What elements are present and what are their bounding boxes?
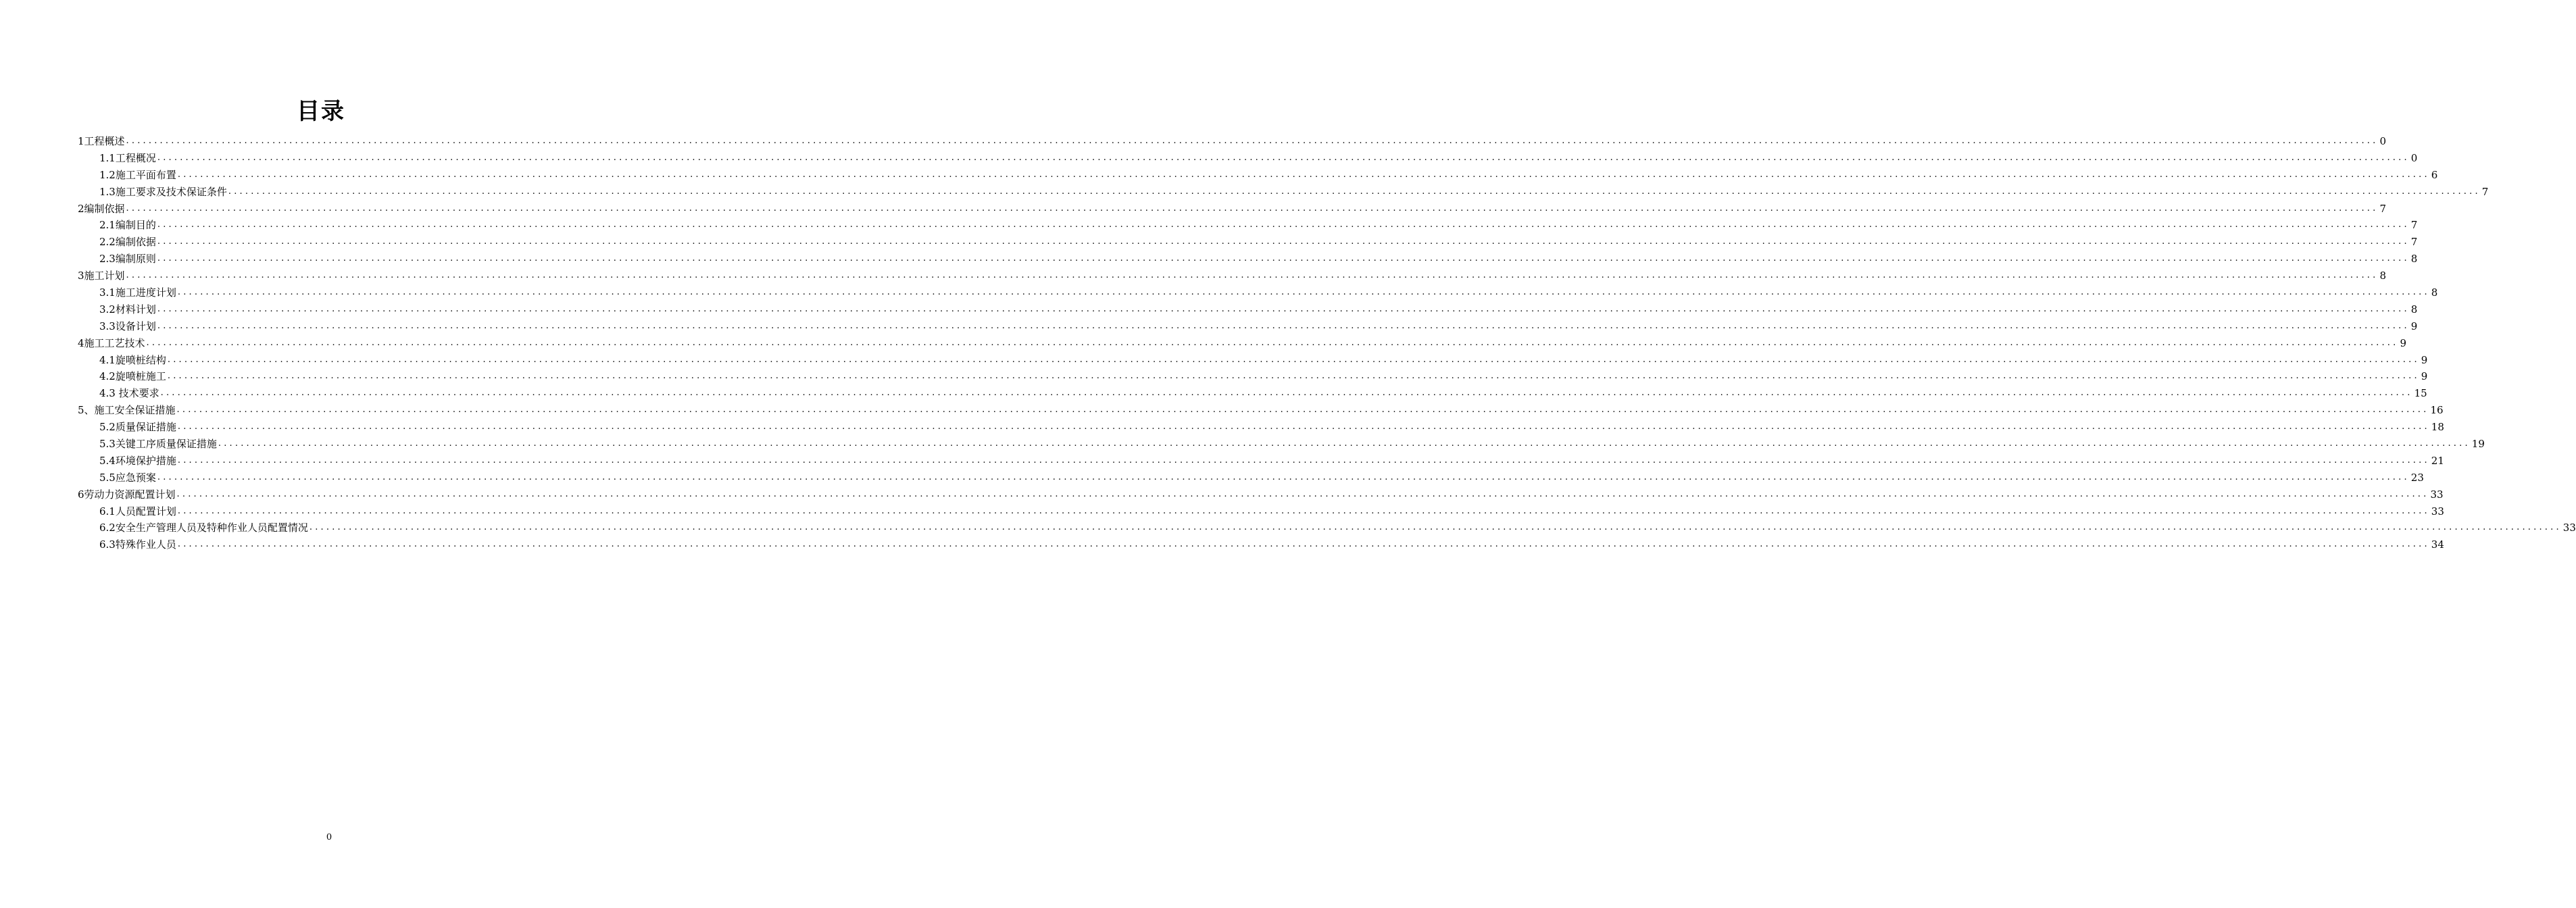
toc-dot-leader: ................................................................................................................................................................................................................................................................................................................................................................................................................: [177, 422, 2430, 432]
toc-entry-page: 7: [2379, 202, 2387, 215]
toc-dot-leader: ................................................................................................................................................................................................................................................................................................................................................................................................................: [176, 405, 2429, 415]
toc-dot-leader: ................................................................................................................................................................................................................................................................................................................................................................................................................: [177, 505, 2430, 516]
toc-dot-leader: ................................................................................................................................................................................................................................................................................................................................................................................................................: [167, 354, 2420, 365]
toc-dot-leader: ................................................................................................................................................................................................................................................................................................................................................................................................................: [146, 337, 2399, 348]
toc-entry-page: 8: [2410, 253, 2418, 266]
toc-entry[interactable]: [78, 133, 2387, 150]
toc-entry-label: 2.2编制依据: [99, 236, 156, 249]
toc-entry-label: 5.5应急预案: [99, 471, 156, 484]
toc-entry-page: 8: [2431, 286, 2438, 299]
toc-entry[interactable]: [99, 453, 2444, 470]
toc-entry[interactable]: [78, 201, 2387, 218]
toc-entry-page: 9: [2421, 370, 2428, 383]
toc-dot-leader: ................................................................................................................................................................................................................................................................................................................................................................................................................: [176, 488, 2429, 499]
toc-entry-page: 9: [2400, 336, 2407, 349]
toc-entry-page: 6: [2431, 168, 2438, 181]
toc-entry[interactable]: [99, 385, 2427, 402]
toc-entry-label: 3.3设备计划: [99, 320, 156, 332]
toc-dot-leader: ................................................................................................................................................................................................................................................................................................................................................................................................................: [157, 472, 2410, 482]
toc-entry-label: 3.2材料计划: [99, 303, 156, 316]
toc-dot-leader: ................................................................................................................................................................................................................................................................................................................................................................................................................: [160, 388, 2413, 399]
toc-entry-page: 0: [2410, 151, 2418, 164]
toc-dot-leader: ................................................................................................................................................................................................................................................................................................................................................................................................................: [157, 320, 2410, 331]
toc-entry-label: 3施工计划: [78, 270, 125, 282]
toc-entry-page: 33: [2430, 488, 2444, 501]
toc-entry-page: 7: [2481, 185, 2489, 198]
toc-entry[interactable]: [99, 284, 2438, 301]
toc-entry[interactable]: [99, 301, 2418, 318]
toc-entry[interactable]: [99, 217, 2418, 234]
toc-entry[interactable]: [99, 184, 2489, 201]
toc-entry-page: 34: [2431, 538, 2444, 551]
toc-entry[interactable]: [78, 335, 2407, 352]
toc-entry-page: 8: [2379, 270, 2387, 282]
toc-entry[interactable]: [99, 536, 2444, 553]
toc-dot-leader: ................................................................................................................................................................................................................................................................................................................................................................................................................: [157, 303, 2410, 314]
toc-entry-page: 23: [2410, 471, 2424, 484]
toc-dot-leader: ................................................................................................................................................................................................................................................................................................................................................................................................................: [157, 220, 2410, 230]
toc-entry-label: 6.3特殊作业人员: [99, 538, 176, 551]
toc-entry[interactable]: [99, 503, 2444, 520]
toc-dot-leader: ................................................................................................................................................................................................................................................................................................................................................................................................................: [126, 203, 2379, 213]
toc-entry-page: 21: [2431, 454, 2444, 467]
toc-entry-label: 5.2质量保证措施: [99, 421, 176, 434]
toc-dot-leader: ................................................................................................................................................................................................................................................................................................................................................................................................................: [177, 287, 2430, 298]
toc-entry-page: 9: [2410, 320, 2418, 332]
toc-dot-leader: ................................................................................................................................................................................................................................................................................................................................................................................................................: [177, 169, 2430, 180]
toc-entry-label: 1.2施工平面布置: [99, 168, 176, 181]
toc-dot-leader: ................................................................................................................................................................................................................................................................................................................................................................................................................: [126, 136, 2379, 146]
toc-entry-label: 1.3施工要求及技术保证条件: [99, 185, 227, 198]
toc-entry-label: 5.3关键工序质量保证措施: [99, 438, 217, 451]
toc-dot-leader: ................................................................................................................................................................................................................................................................................................................................................................................................................: [157, 152, 2410, 163]
toc-dot-leader: ................................................................................................................................................................................................................................................................................................................................................................................................................: [177, 539, 2430, 550]
toc-entry[interactable]: [99, 150, 2418, 167]
toc-entry-page: 7: [2410, 219, 2418, 232]
page-number: 0: [326, 832, 332, 842]
toc-entry-label: 4.2旋喷桩施工: [99, 370, 166, 383]
toc-entry[interactable]: [99, 352, 2428, 369]
toc-entry-label: 4施工工艺技术: [78, 336, 145, 349]
toc-entry-label: 4.3 技术要求: [99, 387, 159, 400]
toc-dot-leader: ................................................................................................................................................................................................................................................................................................................................................................................................................: [177, 455, 2430, 465]
toc-entry-label: 5.4环境保护措施: [99, 454, 176, 467]
toc-entry[interactable]: [99, 234, 2418, 251]
toc-entry[interactable]: [78, 402, 2444, 419]
toc-entry-label: 1工程概述: [78, 135, 125, 147]
toc-entry-label: 6.2安全生产管理人员及特种作业人员配置情况: [99, 522, 308, 534]
toc-entry[interactable]: [99, 419, 2444, 436]
toc-entry-page: 16: [2430, 404, 2444, 417]
toc-entry[interactable]: [99, 470, 2424, 486]
toc-entry-label: 2.3编制原则: [99, 253, 156, 266]
toc-dot-leader: ................................................................................................................................................................................................................................................................................................................................................................................................................: [126, 270, 2379, 281]
page-title: 目录: [297, 98, 345, 125]
toc-entry[interactable]: [99, 368, 2428, 385]
toc-entry[interactable]: [99, 167, 2438, 184]
toc-entry-label: 2.1编制目的: [99, 219, 156, 232]
toc-entry-label: 1.1工程概况: [99, 151, 156, 164]
toc-dot-leader: ................................................................................................................................................................................................................................................................................................................................................................................................................: [167, 371, 2420, 382]
toc-entry[interactable]: [99, 436, 2485, 453]
toc-entry[interactable]: [78, 268, 2387, 284]
toc-entry-label: 4.1旋喷桩结构: [99, 353, 166, 366]
toc-entry-label: 3.1施工进度计划: [99, 286, 176, 299]
toc-entry-page: 33: [2562, 522, 2576, 534]
table-of-contents: [0, 133, 2576, 553]
toc-dot-leader: ................................................................................................................................................................................................................................................................................................................................................................................................................: [218, 438, 2471, 449]
toc-entry[interactable]: [99, 520, 2576, 536]
toc-dot-leader: ................................................................................................................................................................................................................................................................................................................................................................................................................: [228, 186, 2481, 197]
toc-entry-page: 33: [2431, 505, 2444, 518]
toc-entry-page: 19: [2471, 438, 2485, 451]
toc-entry-page: 9: [2421, 353, 2428, 366]
toc-entry-label: 6劳动力资源配置计划: [78, 488, 176, 501]
toc-entry-page: 18: [2431, 421, 2444, 434]
toc-dot-leader: ................................................................................................................................................................................................................................................................................................................................................................................................................: [157, 236, 2410, 247]
toc-entry-label: 2编制依据: [78, 202, 125, 215]
toc-entry-page: 0: [2379, 135, 2387, 147]
toc-entry[interactable]: [99, 251, 2418, 268]
toc-entry-page: 7: [2410, 236, 2418, 249]
toc-entry-page: 8: [2410, 303, 2418, 316]
toc-entry[interactable]: [78, 486, 2444, 503]
toc-entry-label: 6.1人员配置计划: [99, 505, 176, 518]
toc-dot-leader: ................................................................................................................................................................................................................................................................................................................................................................................................................: [157, 253, 2410, 264]
toc-dot-leader: ................................................................................................................................................................................................................................................................................................................................................................................................................: [309, 522, 2562, 533]
toc-entry[interactable]: [99, 318, 2418, 335]
toc-entry-label: 5、施工安全保证措施: [78, 404, 176, 417]
toc-entry-page: 15: [2414, 387, 2427, 400]
